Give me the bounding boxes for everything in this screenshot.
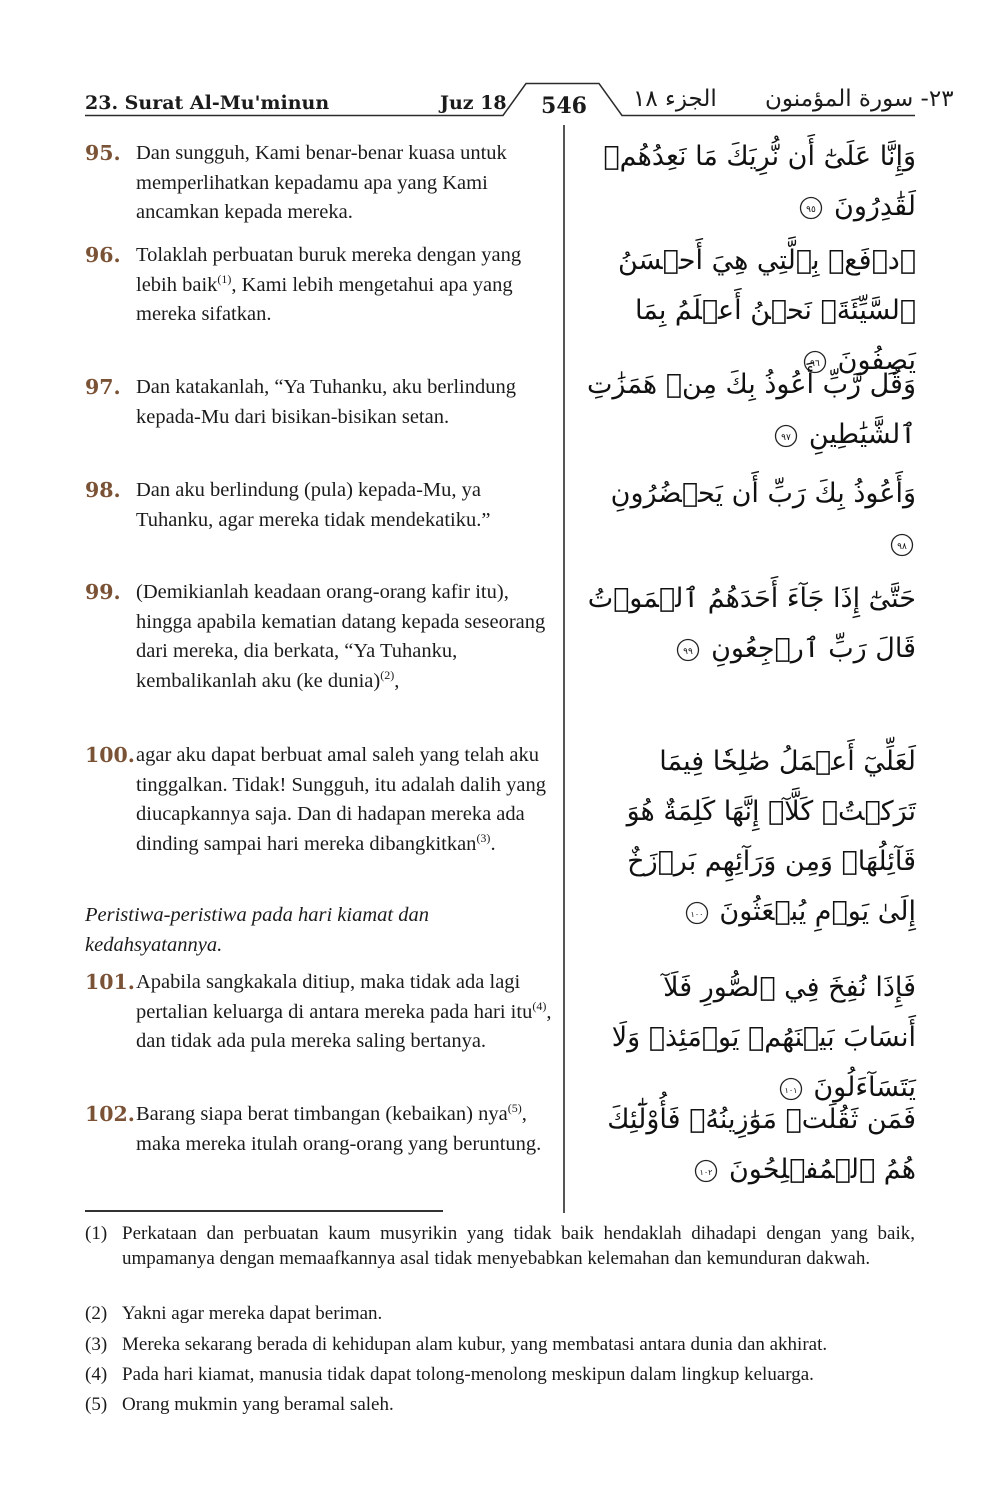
arabic-verse-96: ٱدۡفَعۡ بِٱلَّتِي هِيَ أَحۡسَنُ ٱلسَّيِّئَةَۚ نَحۡنُ أَعۡلَمُ بِمَا يَصِفُونَ ٩٦	[617, 245, 916, 376]
footnote-text: Yakni agar mereka dapat beriman.	[122, 1303, 383, 1324]
footnote-number: (5)	[85, 1394, 108, 1415]
footnote-1	[85, 1222, 915, 1271]
verse-99	[85, 578, 560, 696]
page-number: 546	[541, 93, 587, 119]
footnote-5	[85, 1393, 915, 1418]
verse-number: 95.	[85, 141, 121, 165]
verse-translation: Tolaklah perbuatan buruk mereka dengan yang lebih baik$^{(1)}$, Kami lebih mengetahui apa yang mereka sifatkan.	[136, 244, 522, 325]
section-heading: Peristiwa-peristiwa pada hari kiamat dan kedahsyatannya.	[85, 904, 429, 956]
footnote-ref: (2)	[380, 667, 395, 682]
verse-translation: (Demikianlah keadaan orang-orang kafir itu), hingga apabila kematian datang kepada seseorang dari mereka, dia berkata, “Ya Tuhanku, kembalikanlah aku (ke dunia)$^{(2)}$,	[136, 581, 546, 692]
verse-number: 97.	[85, 375, 121, 399]
svg-text:١٠٢: ١٠٢	[699, 1167, 713, 1177]
footnote-text: Mereka sekarang berada di kehidupan alam kubur, yang membatasi antara dunia dan akhirat.	[122, 1334, 828, 1355]
footnote-ref: (1)	[217, 271, 232, 286]
surah-title-latin: 23. Surat Al-Mu'minun	[85, 92, 330, 114]
verse-translation: Dan aku berlindung (pula) kepada-Mu, ya Tuhanku, agar mereka tidak mendekatiku.”	[136, 479, 491, 531]
ayah-end-marker-icon	[799, 196, 823, 220]
verse-100	[85, 741, 560, 859]
footnote-ref: (4)	[532, 998, 547, 1013]
svg-text:٩٦: ٩٦	[810, 358, 820, 369]
ayah-end-marker-icon	[694, 1159, 718, 1183]
svg-text:٩٨: ٩٨	[897, 541, 907, 552]
arabic-verse-100: لَعَلِّيٓ أَعۡمَلُ صَٰلِحٗا فِيمَا تَرَكۡتُۚ كَلَّآۚ إِنَّهَا كَلِمَةٌ هُوَ قَآئِلُهَاۖ وَمِن وَرَآئِهِم بَرۡزَخٌ إِلَىٰ يَوۡمِ يُبۡعَثُونَ ١٠٠	[626, 746, 916, 927]
svg-text:٩٧: ٩٧	[781, 432, 792, 443]
svg-text:٩٥: ٩٥	[806, 204, 817, 215]
footnote-ref: (3)	[476, 830, 491, 845]
ayah-end-marker-icon	[676, 638, 700, 662]
footnote-text: Orang mukmin yang beramal saleh.	[122, 1394, 394, 1415]
footnote-number: (2)	[85, 1303, 108, 1324]
verse-translation: Dan sungguh, Kami benar-benar kuasa untuk memperlihatkan kepadamu apa yang Kami ancamkan kepada mereka.	[136, 142, 507, 223]
juz-label-latin: Juz 18	[440, 92, 507, 114]
surah-title-arabic: ٢٣- سورة المؤمنون	[765, 86, 954, 112]
arabic-verse-102: فَمَن ثَقُلَتۡ مَوَٰزِينُهُۥ فَأُوْلَٰٓئِكَ هُمُ ٱلۡمُفۡلِحُونَ ١٠٢	[607, 1104, 916, 1185]
footnote-text: Perkataan dan perbuatan kaum musyrikin yang tidak baik hendaklah dihadapi dengan yang baik, umpamanya dengan memaafkannya asal tidak menyebabkan kelemahan dan kemunduran dakwah.	[122, 1223, 915, 1269]
arabic-verse-95: وَإِنَّا عَلَىٰٓ أَن نُّرِيَكَ مَا نَعِدُهُمۡ لَقَٰدِرُونَ ٩٥	[603, 141, 916, 222]
footnote-text: Pada hari kiamat, manusia tidak dapat tolong-menolong meskipun dalam lingkup keluarga.	[122, 1364, 814, 1385]
verse-98	[85, 476, 560, 535]
header-rule	[0, 0, 1000, 140]
footnote-number: (4)	[85, 1364, 108, 1385]
verse-translation: Dan katakanlah, “Ya Tuhanku, aku berlindung kepada-Mu dari bisikan-bisikan setan.	[136, 376, 516, 428]
verse-translation: Apabila sangkakala ditiup, maka tidak ada lagi pertalian keluarga di antara mereka pada hari itu$^{(4)}$, dan tidak ada pula mereka saling bertanya.	[136, 971, 552, 1052]
verse-number: 99.	[85, 580, 121, 604]
verse-number: 102.	[85, 1102, 135, 1126]
verse-translation: Barang siapa berat timbangan (kebaikan) nya$^{(5)}$, maka mereka itulah orang-orang yang beruntung.	[136, 1101, 542, 1155]
verse-number: 96.	[85, 243, 121, 267]
arabic-verse-99: حَتَّىٰٓ إِذَا جَآءَ أَحَدَهُمُ ٱلۡمَوۡتُ قَالَ رَبِّ ٱرۡجِعُونِ ٩٩	[587, 583, 916, 664]
svg-text:١٠١: ١٠١	[784, 1085, 798, 1095]
footnote-number: (3)	[85, 1334, 108, 1355]
ayah-end-marker-icon	[685, 901, 709, 925]
footnote-4	[85, 1363, 915, 1388]
ayah-end-marker-icon	[774, 424, 798, 448]
footnote-3	[85, 1333, 915, 1358]
verse-102	[85, 1100, 560, 1159]
svg-text:٩٩: ٩٩	[683, 646, 694, 657]
footnote-2	[85, 1302, 915, 1327]
column-divider	[563, 125, 565, 1213]
footnote-number: (1)	[85, 1223, 108, 1244]
ayah-end-marker-icon	[890, 533, 914, 557]
verse-number: 98.	[85, 478, 121, 502]
verse-97	[85, 373, 560, 432]
footnote-ref: (5)	[507, 1101, 522, 1116]
arabic-verse-97: وَقُل رَّبِّ أَعُوذُ بِكَ مِنۡ هَمَزَٰتِ ٱلشَّيَٰطِينِ ٩٧	[587, 369, 916, 450]
arabic-verse-101: فَإِذَا نُفِخَ فِي ٱلصُّورِ فَلَآ أَنسَابَ بَيۡنَهُمۡ يَوۡمَئِذٖ وَلَا يَتَسَآءَلُونَ ١٠١	[611, 972, 916, 1103]
verse-translation: agar aku dapat berbuat amal saleh yang telah aku tinggalkan. Tidak! Sungguh, itu adalah dalih yang diucapkannya saja. Dan di hadapan mereka ada dinding sampai hari mereka dibangkitkan$^{(3)}$.	[136, 744, 546, 855]
svg-text:١٠٠: ١٠٠	[690, 909, 704, 919]
verse-number: 100.	[85, 743, 135, 767]
verse-96	[85, 241, 560, 330]
arabic-verse-98: وَأَعُوذُ بِكَ رَبِّ أَن يَحۡضُرُونِ ٩٨	[586, 469, 916, 569]
juz-label-arabic: الجزء ١٨	[633, 86, 717, 112]
footnote-rule	[85, 1210, 443, 1212]
verse-101	[85, 968, 560, 1057]
verse-number: 101.	[85, 970, 135, 994]
verse-95	[85, 139, 560, 228]
